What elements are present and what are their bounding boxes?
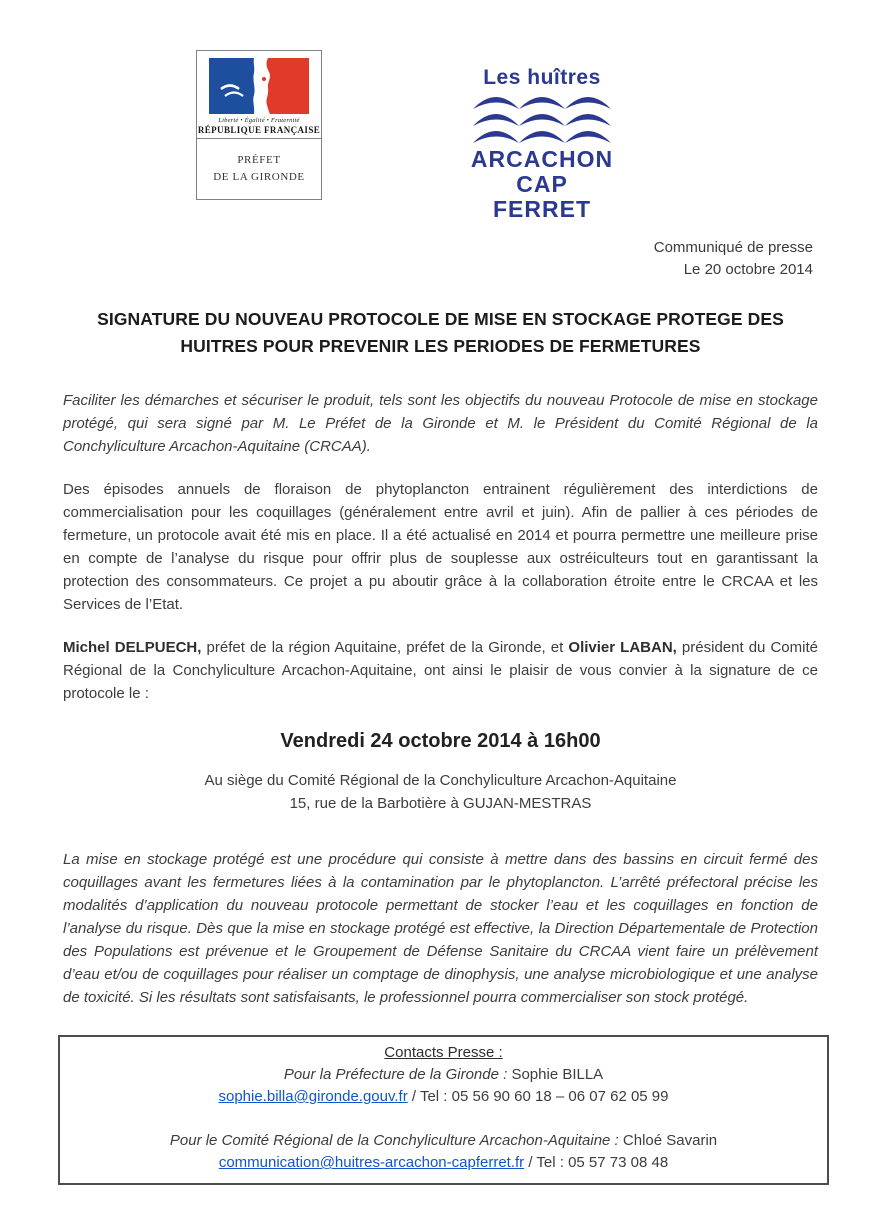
prefecture-contact-details [66,1086,821,1108]
comite-contact-label: Pour le Comité Régional de la Conchyliculture Arcachon-Aquitaine : [169,1132,619,1149]
press-release-date: Le 20 octobre 2014 [683,261,813,278]
arcachon-label: ARCACHON [470,146,614,172]
marianne-tricolor-icon [209,58,309,114]
document-body [63,306,818,1185]
huitres-arcachon-logo [470,66,614,222]
waves-icon [473,93,611,145]
press-contacts-box [58,1035,829,1185]
person-name-laban: Olivier LABAN, [568,639,677,656]
invitation-text-mid: préfet de la région Aquitaine, préfet de la Gironde, et [201,639,569,656]
cap-ferret-label: CAP FERRET [493,171,591,222]
comite-tel: / Tel : 05 57 73 08 48 [524,1154,669,1171]
person-name-delpuech: Michel DELPUECH, [63,639,202,656]
prefecture-contact-line [66,1064,821,1086]
prefet-title-block [197,139,321,186]
venue-line1: Au siège du Comité Régional de la Conchyliculture Arcachon-Aquitaine [204,772,677,789]
press-release-label: Communiqué de presse [653,239,813,256]
comite-email-link[interactable]: communication@huitres-arcachon-capferret.fr [218,1154,525,1171]
prefet-line2: DE LA GIRONDE [213,171,305,183]
republique-francaise-block [197,51,321,139]
event-date: Vendredi 24 octobre 2014 à 16h00 [280,730,601,752]
page-title [63,306,818,360]
intro-paragraph: Faciliter les démarches et sécuriser le produit, tels sont les objectifs du nouveau Protocole de mise en stockage protégé, qui sera signé par M. Le Préfet de la Gironde et M. le Président du Comité Régional de la Conchyliculture Arcachon-Aquitaine (CRCAA). [63,392,818,455]
comite-contact-name: Chloé Savarin [618,1132,718,1149]
republique-motto: Liberté • Égalité • Fraternité [218,117,300,124]
contacts-spacer [66,1108,821,1130]
prefet-gironde-logo [196,50,322,200]
prefecture-contact-name: Sophie BILLA [507,1066,604,1083]
huitres-logo-title: Les huîtres [483,66,601,89]
venue-line2: 15, rue de la Barbotière à GUJAN-MESTRAS [289,795,592,812]
invitation-text-end: président du Comité Régional de la Conchyliculture Arcachon-Aquitaine, ont ainsi le plaisir de vous convier à la signature de ce protocole le : [63,639,818,702]
comite-contact-details [66,1152,821,1174]
prefecture-email-link[interactable]: sophie.billa@gironde.gouv.fr [218,1088,408,1105]
prefecture-contact-label: Pour la Préfecture de la Gironde : [283,1066,508,1083]
invitation-paragraph [63,636,818,705]
republique-francaise-label: RÉPUBLIQUE FRANÇAISE [197,125,321,135]
contacts-heading: Contacts Presse : [384,1044,503,1061]
prefet-line1: PRÉFET [237,154,281,166]
context-paragraph: Des épisodes annuels de floraison de phytoplancton entrainent régulièrement des interdictions de commercialisation pour les coquillages (généralement entre avril et juin). Afin de pallier à ces périodes de fermeture, un protocole avait été mis en place. Il a été actualisé en 2014 et pourra permettre une meilleure prise en compte de l’analyse du risque pour offrir plus de souplesse aux ostréiculteurs tout en garantissant la protection des consommateurs. Ce projet a pu aboutir grâce à la collaboration étroite entre le CRCAA et les Services de l’Etat. [63,481,818,613]
title-line2: HUITRES POUR PREVENIR LES PERIODES DE FERMETURES [180,336,701,356]
comite-contact-line [66,1130,821,1152]
title-line1: SIGNATURE DU NOUVEAU PROTOCOLE DE MISE EN STOCKAGE PROTEGE DES [97,309,784,329]
procedure-paragraph: La mise en stockage protégé est une procédure qui consiste à mettre dans des bassins en circuit fermé des coquillages avant les fermetures liées à la contamination par le phytoplancton. L’arrêté préfectoral précise les modalités d’application du nouveau protocole permettant de stocker l’eau et les coquillages en fonction de l’analyse du risque. Dès que la mise en stockage protégé est effective, la Direction Départementale de Protection des Populations est prévenue et le Groupement de Défense Sanitaire du CRCAA vient faire un prélèvement d’eau et/ou de coquillages pour réaliser un comptage de dinophysis, une analyse microbiologique et une analyse de toxicité. Si les résultats sont satisfaisants, le professionnel pourra commercialiser son stock protégé. [63,851,818,1006]
prefecture-tel: / Tel : 05 56 90 60 18 – 06 07 62 05 99 [407,1088,669,1105]
press-info [654,237,813,281]
